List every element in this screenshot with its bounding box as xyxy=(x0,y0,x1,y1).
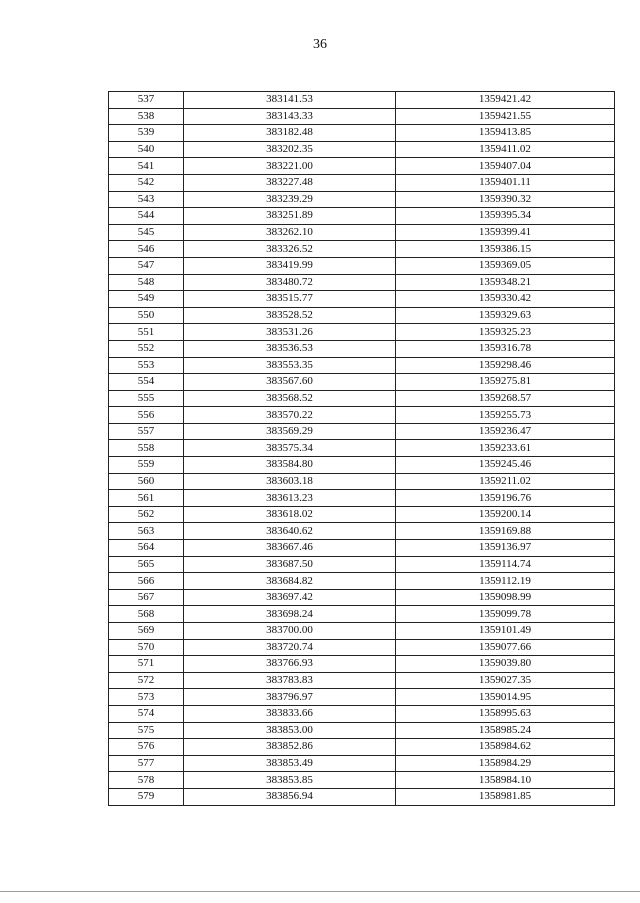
x-coordinate-cell: 383528.52 xyxy=(184,307,396,324)
x-coordinate-cell: 383251.89 xyxy=(184,208,396,225)
point-number-cell: 545 xyxy=(109,224,184,241)
y-coordinate-cell: 1359369.05 xyxy=(396,257,615,274)
y-coordinate-cell: 1358984.62 xyxy=(396,739,615,756)
x-coordinate-cell: 383618.02 xyxy=(184,506,396,523)
y-coordinate-cell: 1359200.14 xyxy=(396,506,615,523)
point-number-cell: 554 xyxy=(109,374,184,391)
point-number-cell: 539 xyxy=(109,125,184,142)
table-row xyxy=(109,506,615,523)
y-coordinate-cell: 1359330.42 xyxy=(396,291,615,308)
y-coordinate-cell: 1359114.74 xyxy=(396,556,615,573)
point-number-cell: 551 xyxy=(109,324,184,341)
point-number-cell: 556 xyxy=(109,407,184,424)
y-coordinate-cell: 1359421.55 xyxy=(396,108,615,125)
y-coordinate-cell: 1359401.11 xyxy=(396,174,615,191)
y-coordinate-cell: 1359027.35 xyxy=(396,672,615,689)
y-coordinate-cell: 1359390.32 xyxy=(396,191,615,208)
x-coordinate-cell: 383531.26 xyxy=(184,324,396,341)
x-coordinate-cell: 383613.23 xyxy=(184,490,396,507)
table-row xyxy=(109,92,615,109)
point-number-cell: 540 xyxy=(109,141,184,158)
table-row xyxy=(109,407,615,424)
y-coordinate-cell: 1358995.63 xyxy=(396,705,615,722)
y-coordinate-cell: 1359325.23 xyxy=(396,324,615,341)
x-coordinate-cell: 383515.77 xyxy=(184,291,396,308)
point-number-cell: 550 xyxy=(109,307,184,324)
y-coordinate-cell: 1358981.85 xyxy=(396,788,615,805)
x-coordinate-cell: 383584.80 xyxy=(184,457,396,474)
point-number-cell: 547 xyxy=(109,257,184,274)
x-coordinate-cell: 383684.82 xyxy=(184,573,396,590)
table-row xyxy=(109,108,615,125)
y-coordinate-cell: 1359101.49 xyxy=(396,623,615,640)
point-number-cell: 563 xyxy=(109,523,184,540)
table-row xyxy=(109,390,615,407)
table-row xyxy=(109,307,615,324)
x-coordinate-cell: 383667.46 xyxy=(184,540,396,557)
x-coordinate-cell: 383567.60 xyxy=(184,374,396,391)
y-coordinate-cell: 1359255.73 xyxy=(396,407,615,424)
y-coordinate-cell: 1359077.66 xyxy=(396,639,615,656)
y-coordinate-cell: 1359268.57 xyxy=(396,390,615,407)
point-number-cell: 544 xyxy=(109,208,184,225)
table-row xyxy=(109,324,615,341)
y-coordinate-cell: 1359386.15 xyxy=(396,241,615,258)
point-number-cell: 538 xyxy=(109,108,184,125)
point-number-cell: 562 xyxy=(109,506,184,523)
point-number-cell: 576 xyxy=(109,739,184,756)
point-number-cell: 571 xyxy=(109,656,184,673)
x-coordinate-cell: 383853.49 xyxy=(184,755,396,772)
y-coordinate-cell: 1359329.63 xyxy=(396,307,615,324)
coordinates-table xyxy=(108,91,615,806)
point-number-cell: 578 xyxy=(109,772,184,789)
y-coordinate-cell: 1359136.97 xyxy=(396,540,615,557)
y-coordinate-cell: 1359298.46 xyxy=(396,357,615,374)
table-row xyxy=(109,125,615,142)
x-coordinate-cell: 383570.22 xyxy=(184,407,396,424)
y-coordinate-cell: 1359233.61 xyxy=(396,440,615,457)
y-coordinate-cell: 1359196.76 xyxy=(396,490,615,507)
x-coordinate-cell: 383796.97 xyxy=(184,689,396,706)
table-row xyxy=(109,257,615,274)
point-number-cell: 543 xyxy=(109,191,184,208)
point-number-cell: 570 xyxy=(109,639,184,656)
x-coordinate-cell: 383182.48 xyxy=(184,125,396,142)
table-row xyxy=(109,423,615,440)
table-row xyxy=(109,606,615,623)
y-coordinate-cell: 1359399.41 xyxy=(396,224,615,241)
point-number-cell: 557 xyxy=(109,423,184,440)
table-row xyxy=(109,457,615,474)
y-coordinate-cell: 1359316.78 xyxy=(396,340,615,357)
x-coordinate-cell: 383697.42 xyxy=(184,589,396,606)
table-row xyxy=(109,705,615,722)
point-number-cell: 541 xyxy=(109,158,184,175)
x-coordinate-cell: 383221.00 xyxy=(184,158,396,175)
x-coordinate-cell: 383603.18 xyxy=(184,473,396,490)
table-row xyxy=(109,374,615,391)
y-coordinate-cell: 1359245.46 xyxy=(396,457,615,474)
table-row xyxy=(109,656,615,673)
table-row xyxy=(109,174,615,191)
x-coordinate-cell: 383553.35 xyxy=(184,357,396,374)
table-row xyxy=(109,291,615,308)
x-coordinate-cell: 383766.93 xyxy=(184,656,396,673)
table-row xyxy=(109,191,615,208)
coordinates-table-body xyxy=(109,92,615,806)
y-coordinate-cell: 1359112.19 xyxy=(396,573,615,590)
x-coordinate-cell: 383698.24 xyxy=(184,606,396,623)
y-coordinate-cell: 1359421.42 xyxy=(396,92,615,109)
y-coordinate-cell: 1359211.02 xyxy=(396,473,615,490)
point-number-cell: 564 xyxy=(109,540,184,557)
table-row xyxy=(109,755,615,772)
point-number-cell: 568 xyxy=(109,606,184,623)
table-row xyxy=(109,490,615,507)
table-row xyxy=(109,473,615,490)
x-coordinate-cell: 383833.66 xyxy=(184,705,396,722)
x-coordinate-cell: 383856.94 xyxy=(184,788,396,805)
point-number-cell: 559 xyxy=(109,457,184,474)
table-row xyxy=(109,241,615,258)
table-row xyxy=(109,523,615,540)
point-number-cell: 553 xyxy=(109,357,184,374)
table-row xyxy=(109,141,615,158)
x-coordinate-cell: 383575.34 xyxy=(184,440,396,457)
y-coordinate-cell: 1359099.78 xyxy=(396,606,615,623)
y-coordinate-cell: 1358984.10 xyxy=(396,772,615,789)
table-row xyxy=(109,556,615,573)
point-number-cell: 542 xyxy=(109,174,184,191)
point-number-cell: 567 xyxy=(109,589,184,606)
point-number-cell: 573 xyxy=(109,689,184,706)
table-row xyxy=(109,573,615,590)
point-number-cell: 569 xyxy=(109,623,184,640)
table-row xyxy=(109,589,615,606)
table-row xyxy=(109,722,615,739)
footer-divider xyxy=(0,891,640,892)
table-row xyxy=(109,623,615,640)
y-coordinate-cell: 1359275.81 xyxy=(396,374,615,391)
y-coordinate-cell: 1359236.47 xyxy=(396,423,615,440)
table-row xyxy=(109,689,615,706)
point-number-cell: 558 xyxy=(109,440,184,457)
point-number-cell: 555 xyxy=(109,390,184,407)
x-coordinate-cell: 383480.72 xyxy=(184,274,396,291)
table-row xyxy=(109,274,615,291)
y-coordinate-cell: 1359039.80 xyxy=(396,656,615,673)
y-coordinate-cell: 1359169.88 xyxy=(396,523,615,540)
x-coordinate-cell: 383640.62 xyxy=(184,523,396,540)
x-coordinate-cell: 383227.48 xyxy=(184,174,396,191)
point-number-cell: 572 xyxy=(109,672,184,689)
table-row xyxy=(109,357,615,374)
point-number-cell: 566 xyxy=(109,573,184,590)
x-coordinate-cell: 383419.99 xyxy=(184,257,396,274)
y-coordinate-cell: 1359014.95 xyxy=(396,689,615,706)
x-coordinate-cell: 383687.50 xyxy=(184,556,396,573)
x-coordinate-cell: 383143.33 xyxy=(184,108,396,125)
page-number: 36 xyxy=(313,37,327,52)
y-coordinate-cell: 1359407.04 xyxy=(396,158,615,175)
x-coordinate-cell: 383239.29 xyxy=(184,191,396,208)
point-number-cell: 546 xyxy=(109,241,184,258)
y-coordinate-cell: 1359411.02 xyxy=(396,141,615,158)
point-number-cell: 579 xyxy=(109,788,184,805)
point-number-cell: 552 xyxy=(109,340,184,357)
table-row xyxy=(109,672,615,689)
point-number-cell: 575 xyxy=(109,722,184,739)
x-coordinate-cell: 383700.00 xyxy=(184,623,396,640)
y-coordinate-cell: 1359348.21 xyxy=(396,274,615,291)
table-row xyxy=(109,440,615,457)
table-row xyxy=(109,772,615,789)
x-coordinate-cell: 383141.53 xyxy=(184,92,396,109)
table-row xyxy=(109,739,615,756)
table-row xyxy=(109,224,615,241)
point-number-cell: 560 xyxy=(109,473,184,490)
x-coordinate-cell: 383783.83 xyxy=(184,672,396,689)
x-coordinate-cell: 383326.52 xyxy=(184,241,396,258)
x-coordinate-cell: 383853.00 xyxy=(184,722,396,739)
table-row xyxy=(109,208,615,225)
y-coordinate-cell: 1359413.85 xyxy=(396,125,615,142)
point-number-cell: 537 xyxy=(109,92,184,109)
point-number-cell: 565 xyxy=(109,556,184,573)
y-coordinate-cell: 1358985.24 xyxy=(396,722,615,739)
table-row xyxy=(109,788,615,805)
y-coordinate-cell: 1358984.29 xyxy=(396,755,615,772)
x-coordinate-cell: 383853.85 xyxy=(184,772,396,789)
table-row xyxy=(109,158,615,175)
x-coordinate-cell: 383568.52 xyxy=(184,390,396,407)
point-number-cell: 577 xyxy=(109,755,184,772)
x-coordinate-cell: 383569.29 xyxy=(184,423,396,440)
point-number-cell: 549 xyxy=(109,291,184,308)
x-coordinate-cell: 383720.74 xyxy=(184,639,396,656)
point-number-cell: 548 xyxy=(109,274,184,291)
y-coordinate-cell: 1359098.99 xyxy=(396,589,615,606)
point-number-cell: 574 xyxy=(109,705,184,722)
x-coordinate-cell: 383262.10 xyxy=(184,224,396,241)
table-row xyxy=(109,340,615,357)
x-coordinate-cell: 383536.53 xyxy=(184,340,396,357)
point-number-cell: 561 xyxy=(109,490,184,507)
x-coordinate-cell: 383202.35 xyxy=(184,141,396,158)
y-coordinate-cell: 1359395.34 xyxy=(396,208,615,225)
table-row xyxy=(109,639,615,656)
x-coordinate-cell: 383852.86 xyxy=(184,739,396,756)
table-row xyxy=(109,540,615,557)
